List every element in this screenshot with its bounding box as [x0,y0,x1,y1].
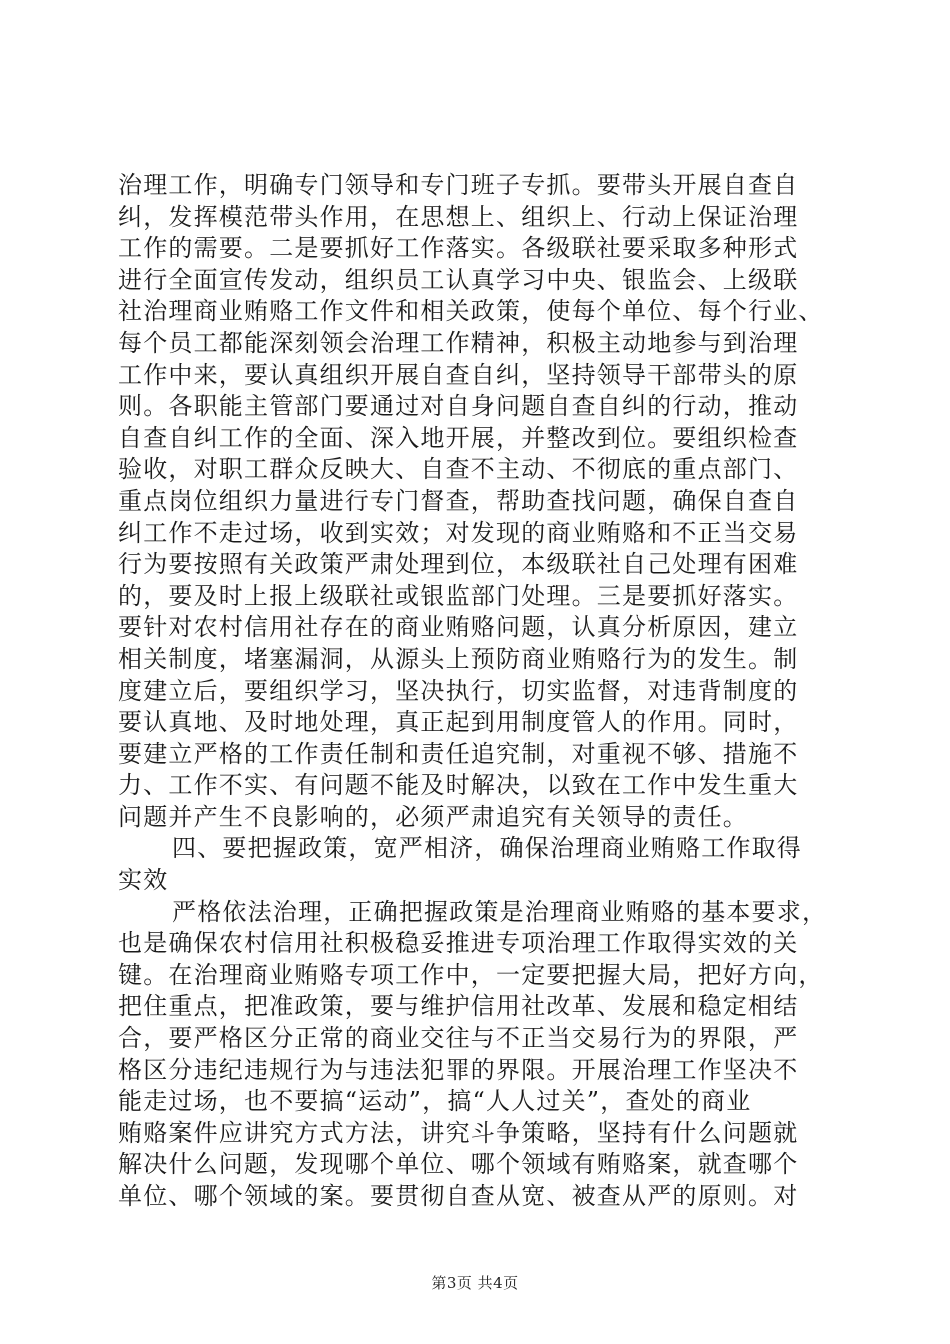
body-line: 合，要严格区分正常的商业交往与不正当交易行为的界限，严 [118,1024,799,1053]
body-line: 要认真地、及时地处理，真正起到用制度管人的作用。同时， [118,708,799,737]
body-line: 自查自纠工作的全面、深入地开展，并整改到位。要组织检查 [118,423,799,452]
body-line: 则。各职能主管部门要通过对自身问题自查自纠的行动，推动 [118,392,799,421]
body-line: 单位、哪个领域的案。要贯彻自查从宽、被查从严的原则。对 [118,1182,799,1210]
body-line: 贿赂案件应讲究方式方法，讲究斗争策略，坚持有什么问题就 [118,1118,799,1147]
page-number-footer: 第3页 共4页 [431,1274,519,1292]
body-line: 验收，对职工群众反映大、自查不主动、不彻底的重点部门、 [118,455,799,484]
body-line: 纠工作不走过场，收到实效；对发现的商业贿赂和不正当交易 [118,518,799,547]
body-line: 把住重点，把准政策，要与维护信用社改革、发展和稳定相结 [118,992,799,1021]
document-body [118,170,848,1213]
body-line: 要针对农村信用社存在的商业贿赂问题，认真分析原因，建立 [118,613,799,642]
body-line: 能走过场，也不要搞“运动”，搞“人人过关”，查处的商业 [118,1087,752,1116]
body-line: 键。在治理商业贿赂专项工作中，一定要把握大局，把好方向， [118,960,824,989]
body-line: 工作中来，要认真组织开展自查自纠，坚持领导干部带头的原 [118,360,799,389]
body-line: 重点岗位组织力量进行专门督查，帮助查找问题，确保自查自 [118,486,799,515]
body-line: 问题并产生不良影响的，必须严肃追究有关领导的责任。 [118,802,748,831]
body-line: 格区分违纪违规行为与违法犯罪的界限。开展治理工作坚决不 [118,1055,799,1084]
body-line: 行为要按照有关政策严肃处理到位，本级联社自己处理有困难 [118,550,799,579]
body-line: 的，要及时上报上级联社或银监部门处理。三是要抓好落实。 [118,581,799,610]
body-line: 进行全面宣传发动，组织员工认真学习中央、银监会、上级联 [118,265,799,294]
body-line: 要建立严格的工作责任制和责任追究制，对重视不够、措施不 [118,739,799,768]
body-line: 每个员工都能深刻领会治理工作精神，积极主动地参与到治理 [118,328,799,357]
paragraph-start-line: 严格依法治理，正确把握政策是治理商业贿赂的基本要求， [172,897,828,926]
section-heading-continued: 实效 [118,866,169,895]
body-line: 相关制度，堵塞漏洞，从源头上预防商业贿赂行为的发生。制 [118,644,799,673]
body-line: 度建立后，要组织学习，坚决执行，切实监督，对违背制度的 [118,676,799,705]
body-line: 社治理商业贿赂工作文件和相关政策，使每个单位、每个行业、 [118,297,824,326]
body-line: 也是确保农村信用社积极稳妥推进专项治理工作取得实效的关 [118,929,799,958]
body-line: 治理工作，明确专门领导和专门班子专抓。要带头开展自查自 [118,171,799,199]
body-line: 工作的需要。二是要抓好工作落实。各级联社要采取多种形式 [118,234,799,263]
section-heading: 四、要把握政策，宽严相济，确保治理商业贿赂工作取得 [172,834,802,863]
body-line: 纠，发挥模范带头作用，在思想上、组织上、行动上保证治理 [118,202,799,231]
body-line: 力、工作不实、有问题不能及时解决，以致在工作中发生重大 [118,771,799,800]
body-line: 解决什么问题，发现哪个单位、哪个领域有贿赂案，就查哪个 [118,1150,799,1179]
